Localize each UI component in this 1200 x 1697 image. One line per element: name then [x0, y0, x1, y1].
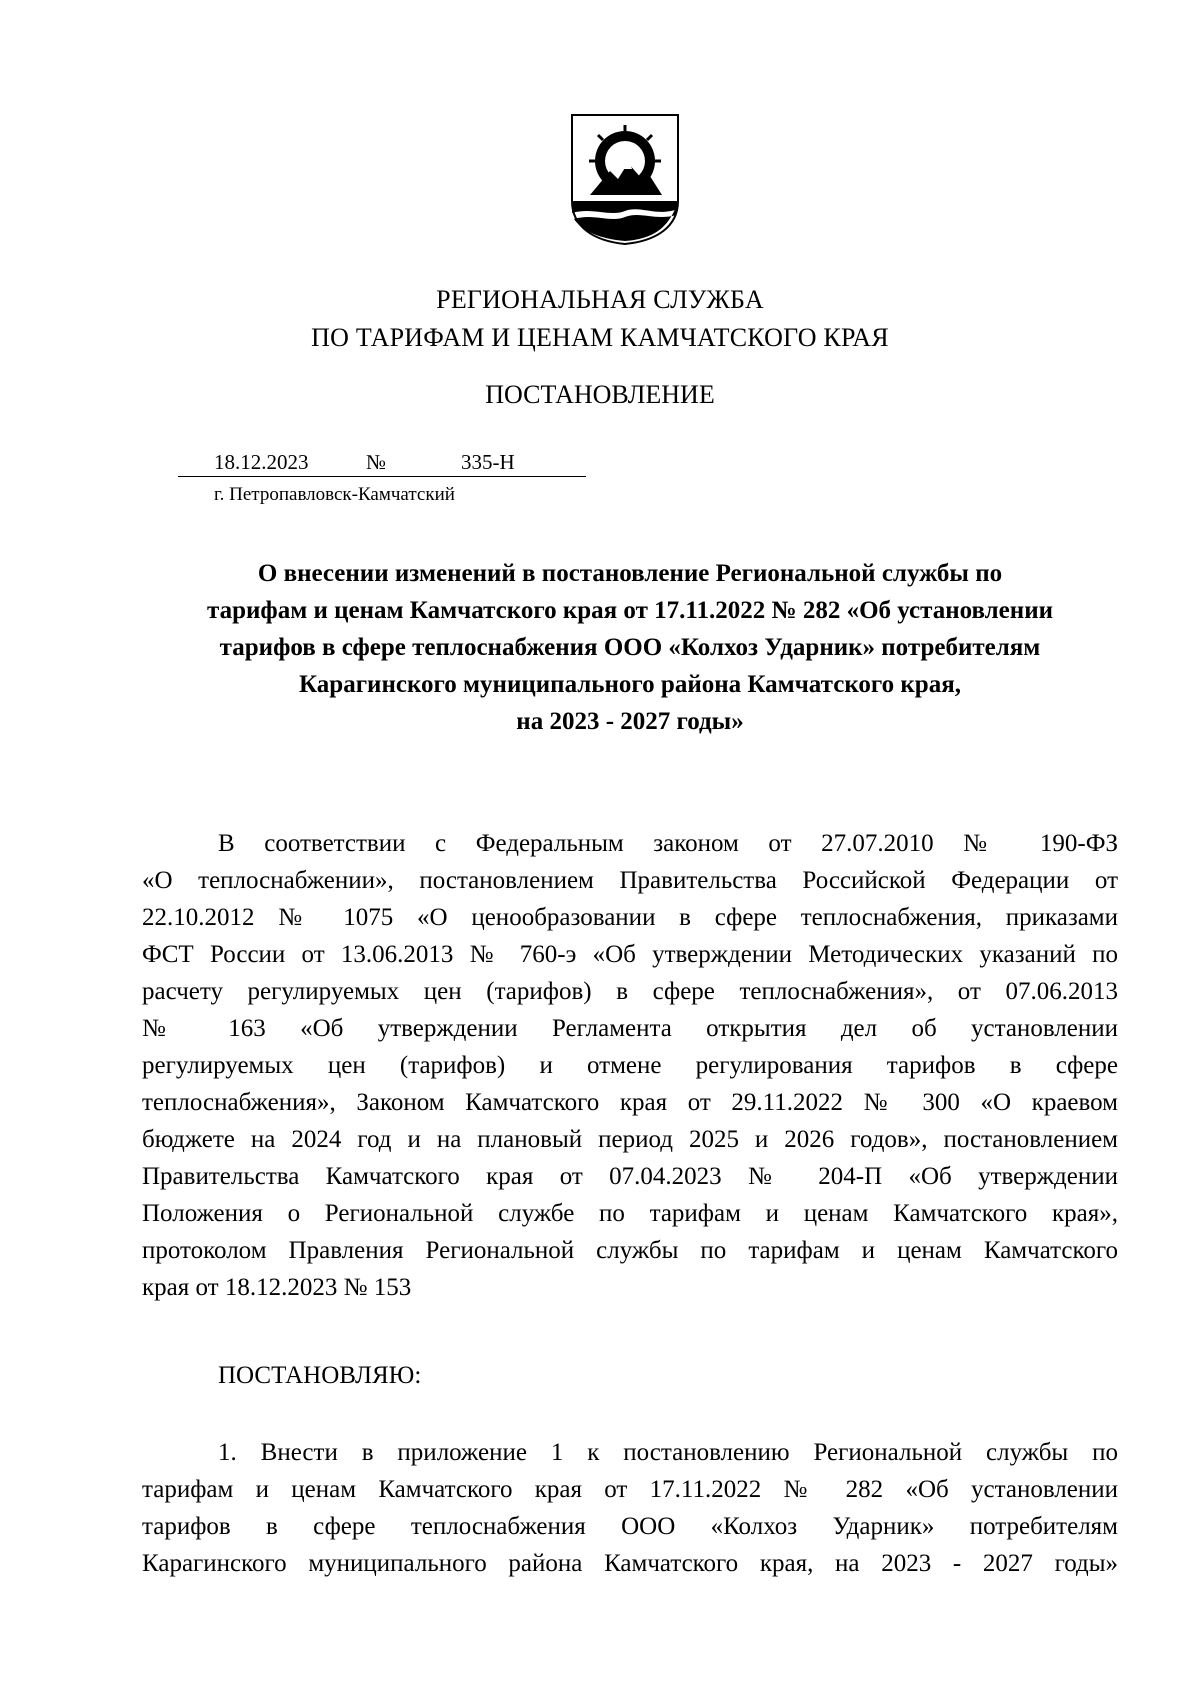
item-1-paragraph	[142, 1434, 1118, 1582]
organization-name-line-1: РЕГИОНАЛЬНАЯ СЛУЖБА	[436, 285, 764, 314]
document-title	[140, 555, 1120, 740]
paragraph-line: края от 18.12.2023 № 153	[142, 1274, 412, 1301]
paragraph-line: 22.10.2012 № 1075 «О ценообразовании в сфере теплоснабжения, приказами	[142, 904, 1118, 931]
title-line: на 2023 - 2027 годы»	[516, 708, 744, 735]
paragraph-line: № 163 «Об утверждении Регламента открытия дел об установлении	[142, 1015, 1118, 1042]
organization-name	[0, 281, 1200, 357]
paragraph-line: Карагинского муниципального района Камчатского края, на 2023 - 2027 годы»	[142, 1550, 1118, 1577]
paragraph-line: «О теплоснабжении», постановлением Правительства Российской Федерации от	[142, 867, 1118, 894]
paragraph-line: В соответствии с Федеральным законом от 27.07.2010 № 190-ФЗ	[218, 830, 1118, 857]
paragraph-line: ФСТ России от 13.06.2013 № 760-э «Об утверждении Методических указаний по	[142, 941, 1118, 968]
document-date: 18.12.2023	[214, 450, 309, 474]
document-city: г. Петропавловск-Камчатский	[214, 484, 455, 505]
paragraph-line: расчету регулируемых цен (тарифов) в сфере теплоснабжения», от 07.06.2013	[142, 978, 1118, 1005]
title-line: Карагинского муниципального района Камчатского края,	[299, 671, 961, 698]
preamble-paragraph	[142, 825, 1118, 1306]
paragraph-line: Положения о Региональной службе по тарифам и ценам Камчатского края»,	[142, 1200, 1118, 1227]
decree-word: ПОСТАНОВЛЯЮ:	[218, 1362, 422, 1389]
organization-name-line-2: ПО ТАРИФАМ И ЦЕНАМ КАМЧАТСКОГО КРАЯ	[311, 323, 889, 352]
paragraph-line: тарифов в сфере теплоснабжения ООО «Колхоз Ударник» потребителям	[142, 1513, 1118, 1540]
document-meta-line	[178, 448, 586, 477]
title-line: О внесении изменений в постановление Региональной службы по	[257, 560, 1003, 587]
document-number: 335-Н	[461, 450, 515, 474]
paragraph-line: регулируемых цен (тарифов) и отмене регулирования тарифов в сфере	[142, 1052, 1118, 1079]
kamchatka-coat-of-arms-icon	[570, 113, 680, 246]
paragraph-line: Правительства Камчатского края от 07.04.2023 № 204-П «Об утверждении	[142, 1163, 1118, 1190]
paragraph-line: тарифам и ценам Камчатского края от 17.11.2022 № 282 «Об установлении	[142, 1476, 1118, 1503]
document-number-label: №	[366, 450, 387, 474]
title-line: тарифов в сфере теплоснабжения ООО «Колхоз Ударник» потребителям	[219, 634, 1041, 661]
title-line: тарифам и ценам Камчатского края от 17.11.2022 № 282 «Об установлении	[207, 597, 1053, 624]
paragraph-line: теплоснабжения», Законом Камчатского края от 29.11.2022 № 300 «О краевом	[142, 1089, 1118, 1116]
paragraph-line: 1. Внести в приложение 1 к постановлению Региональной службы по	[218, 1439, 1118, 1466]
paragraph-line: бюджете на 2024 год и на плановый период 2025 и 2026 годов», постановлением	[142, 1126, 1118, 1153]
document-type: ПОСТАНОВЛЕНИЕ	[485, 380, 715, 409]
paragraph-line: протоколом Правления Региональной службы по тарифам и ценам Камчатского	[142, 1237, 1118, 1264]
